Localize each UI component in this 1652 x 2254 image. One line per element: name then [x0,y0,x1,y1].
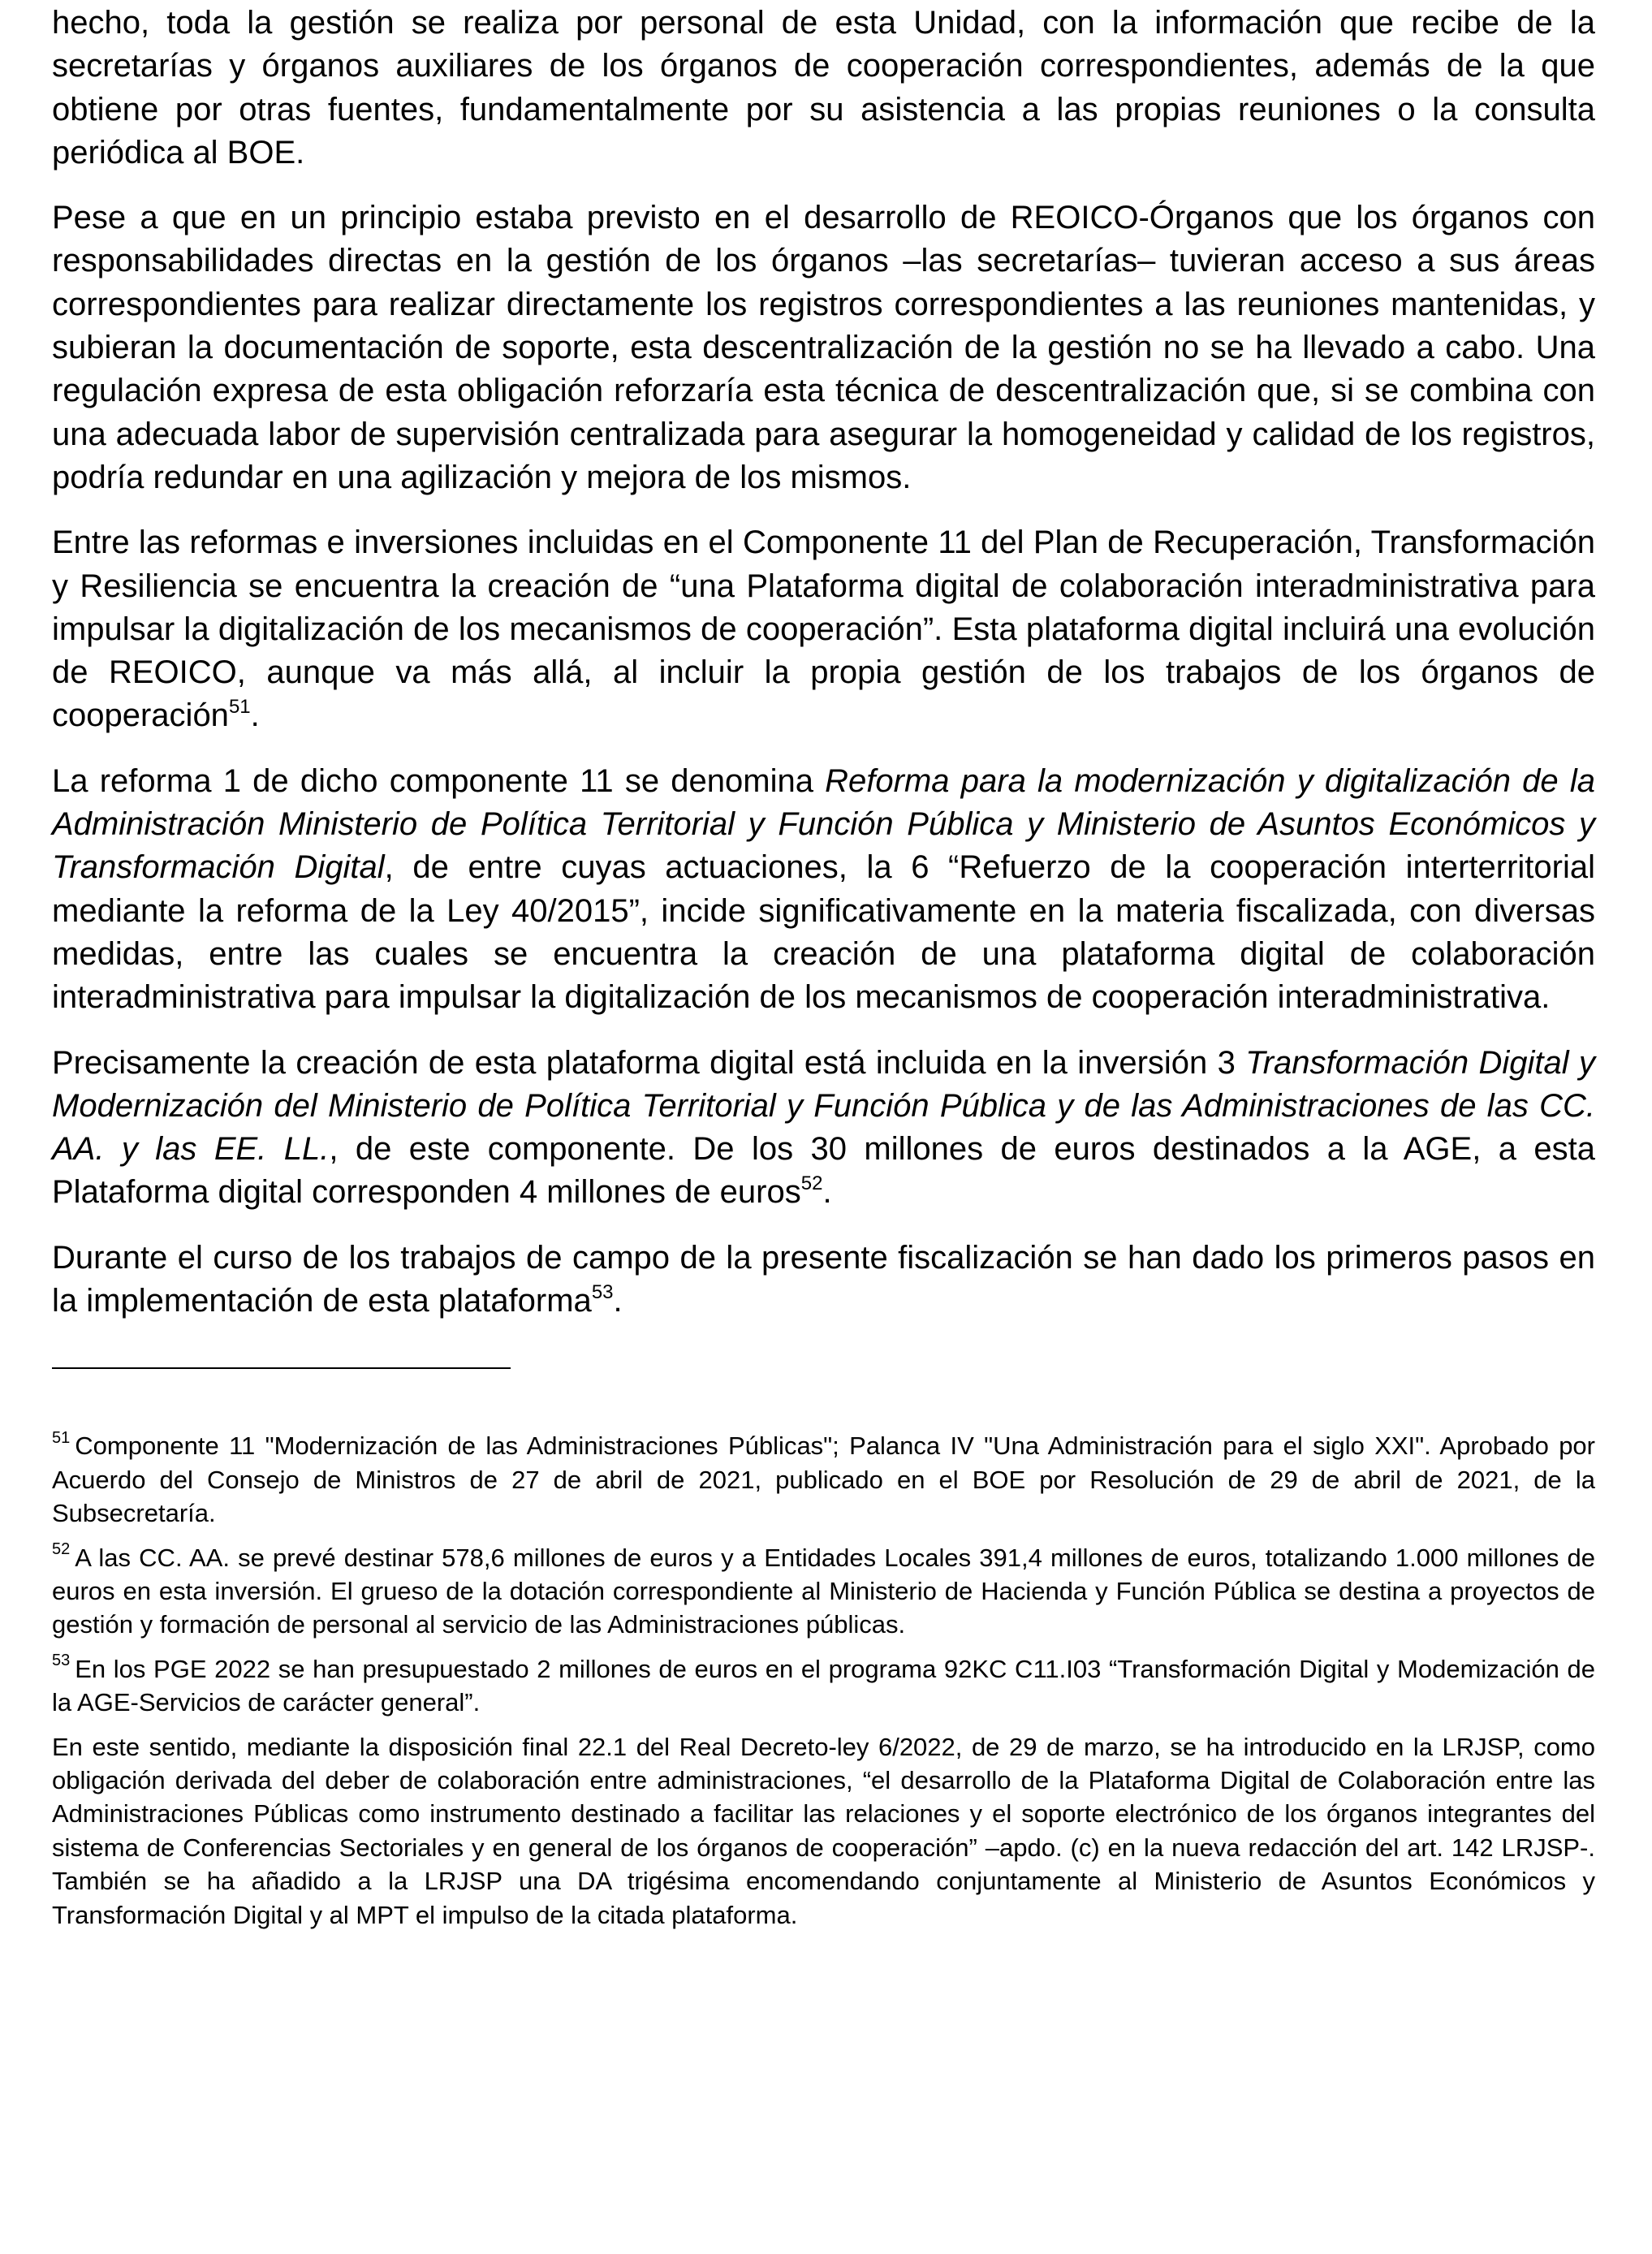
footnote-ref-53[interactable]: 53 [591,1280,614,1303]
body-text [52,2,1595,1323]
paragraph-inversion-3 [52,1042,1595,1215]
footnote-53 [52,1652,1595,1720]
paragraph-reforma-1 [52,760,1595,1020]
paragraph-end: . [822,1174,832,1211]
footnote-51 [52,1429,1595,1530]
paragraph-text: Pese a que en un principio estaba previsto en el desarrollo de REOICO-Órganos que los órganos con responsabilidades directas en la gestión de los órganos –las secretarías– tuvieran acceso a sus áreas correspondientes para realizar directamente los registros correspondientes a las reuniones mantenidas, y subieran la documentación de soporte, esta descentralización de la gestión no se ha llevado a cabo. Una regulación expresa de esta obligación reforzaría esta técnica de descentralización que, si se combina con una adecuada labor de supervisión centralizada para asegurar la homogeneidad y calidad de los registros, podría redundar en una agilización y mejora de los mismos. [52,200,1595,495]
document-page [52,0,1595,1942]
paragraph-text-cont: , de entre cuyas actuaciones, la 6 “Refuerzo de la cooperación interterritorial mediante la reforma de la Ley 40/2015”, incide significativamente en la materia fiscalizada, con diversas medidas, entre las cuales se encuentra la creación de una plataforma digital de colaboración interadministrativa para impulsar la digitalización de los mecanismos de cooperación interadministrativa. [52,849,1596,1016]
paragraph-text: Entre las reformas e inversiones incluidas en el Componente 11 del Plan de Recuperación, Transformación y Resiliencia se encuentra la creación de “una Plataforma digital de colaboración interadministrativa para impulsar la digitalización de los mecanismos de cooperación”. Esta plataforma digital incluirá una evolución de REOICO, aunque va más allá, al incluir la propia gestión de los trabajos de los órganos de cooperación [52,525,1595,734]
footnote-text: En este sentido, mediante la disposición final 22.1 del Real Decreto-ley 6/2022, de 29 de marzo, se ha introducido en la LRJSP, como obligación derivada del deber de colaboración entre administraciones, “el desarrollo de la Plataforma Digital de Colaboración entre las Administraciones Públicas como instrumento destinado a facilitar las relaciones y el soporte electrónico de los órganos integrantes del sistema de Conferencias Sectoriales y en general de los órganos de cooperación” –apdo. (c) en la nueva redacción del art. 142 LRJSP-. También se ha añadido a la LRJSP una DA trigésima encomendando conjuntamente al Ministerio de Asuntos Económicos y Transformación Digital y al MPT el impulso de la citada plataforma. [52,1732,1595,1929]
reform-title: Reforma para la modernización y digitalización de la Administración Ministerio de Política Territorial y Función Pública y Ministerio de Asuntos Económicos y Transformación Digital [52,762,1595,886]
paragraph-text: La reforma 1 de dicho componente 11 se denomina [52,762,826,799]
footnote-number: 52 [52,1540,71,1559]
paragraph-text-cont: , de este componente. De los 30 millones de euros destinados a la AGE, a esta Plataforma digital corresponden 4 millones de euros [52,1131,1595,1211]
footnote-text: Componente 11 "Modernización de las Administraciones Públicas"; Palanca IV "Una Administración para el siglo XXI". Aprobado por Acuerdo del Consejo de Ministros de 27 de abril de 2021, publicado en el BOE por Resolución de 29 de abril de 2021, de la Subsecretaría. [52,1431,1595,1528]
paragraph-end: . [250,697,260,734]
footnote-number: 51 [52,1428,71,1447]
paragraph-text: Precisamente la creación de esta plataforma digital está incluida en la inversión 3 [52,1044,1246,1081]
footnote-53-continuation [52,1730,1595,1932]
paragraph-trabajos-campo [52,1237,1595,1323]
footnotes [52,1429,1595,1932]
paragraph-descentralizacion [52,196,1595,499]
footnote-52 [52,1541,1595,1642]
footnote-text: En los PGE 2022 se han presupuestado 2 millones de euros en el programa 92KC C11.I03 “Transformación Digital y Modemización de la AGE-Servicios de carácter general”. [52,1654,1595,1717]
paragraph-componente-11 [52,521,1595,737]
paragraph-end: . [613,1283,623,1319]
footnote-text: A las CC. AA. se prevé destinar 578,6 millones de euros y a Entidades Locales 391,4 millones de euros, totalizando 1.000 millones de euros en esta inversión. El grueso de la dotación correspondiente al Ministerio de Hacienda y Función Pública se destina a proyectos de gestión y formación de personal al servicio de las Administraciones públicas. [52,1543,1595,1639]
footnote-ref-51[interactable]: 51 [228,696,251,719]
footnote-number: 53 [52,1652,71,1670]
paragraph-text: Durante el curso de los trabajos de campo de la presente fiscalización se han dado los primeros pasos en la implementación de esta plataforma [52,1239,1595,1319]
investment-title: Transformación Digital y Modernización del Ministerio de Política Territorial y Función Pública y de las Administraciones de las CC. AA. y las EE. LL. [52,1044,1596,1168]
paragraph-gestion-unidad [52,2,1595,175]
footnote-ref-52[interactable]: 52 [800,1172,823,1195]
footnote-separator [52,1367,511,1369]
paragraph-text: hecho, toda la gestión se realiza por personal de esta Unidad, con la información que recibe de la secretarías y órganos auxiliares de los órganos de cooperación correspondientes, además de la que obtiene por otras fuentes, fundamentalmente por su asistencia a las propias reuniones o la consulta periódica al BOE. [52,5,1595,171]
